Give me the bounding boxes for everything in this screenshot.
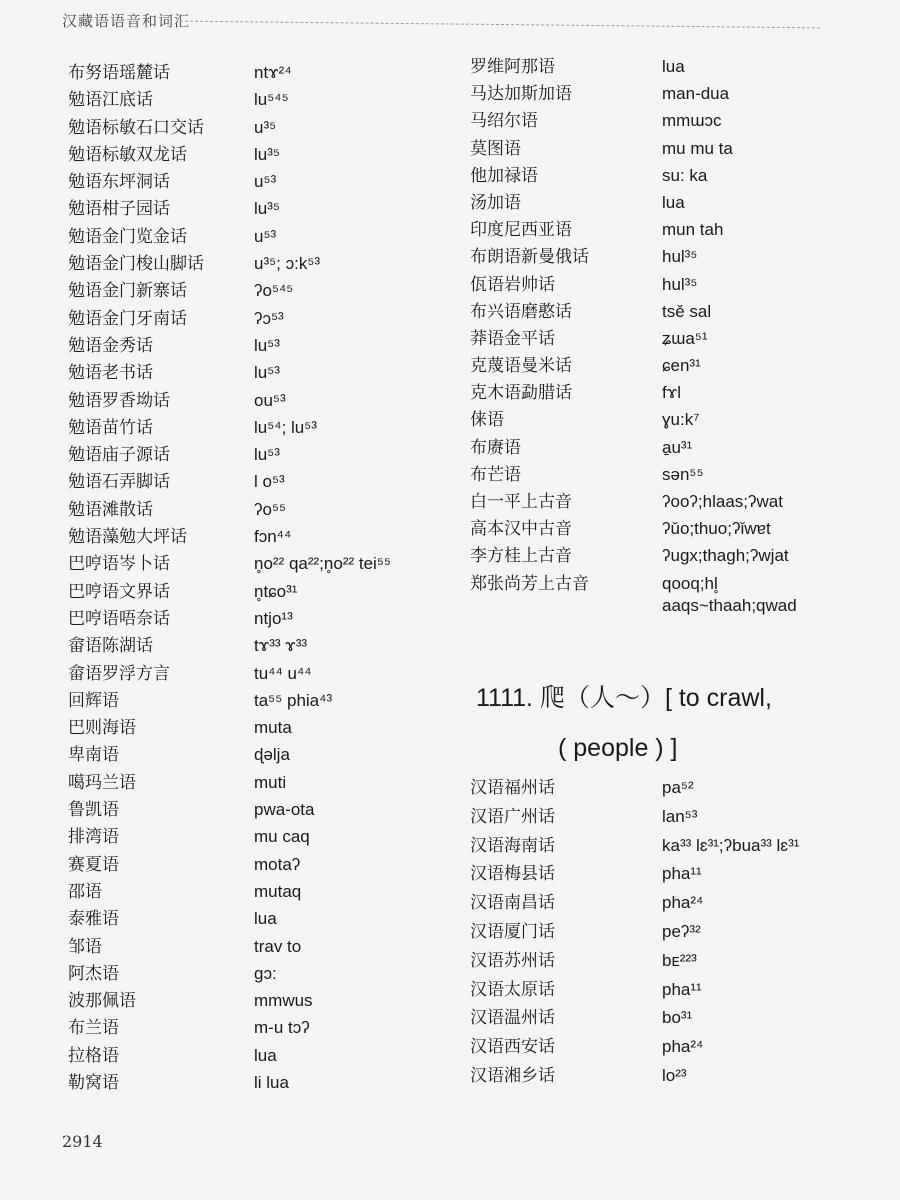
pronunciation: mun tah <box>662 220 724 240</box>
language-name: 勉语江底话 <box>68 90 153 111</box>
pronunciation: lua <box>662 57 685 76</box>
pronunciation: ʑɯa⁵¹ <box>662 328 708 348</box>
list-item <box>68 58 448 85</box>
pronunciation: lan⁵³ <box>662 806 698 826</box>
page-number: 2914 <box>62 1132 103 1151</box>
pronunciation: mutaq <box>254 881 302 901</box>
language-name: 汉语梅县话 <box>470 864 555 885</box>
pronunciation: hul³⁵ <box>662 274 698 294</box>
pronunciation: lu⁵⁴; lu⁵³ <box>254 417 317 437</box>
language-name: 布兴语磨憨话 <box>470 301 572 322</box>
language-name: 汉语广州话 <box>470 806 555 827</box>
language-name: 他加禄语 <box>470 165 538 186</box>
pronunciation: pa⁵² <box>662 777 694 797</box>
language-name: 罗维阿那语 <box>470 57 555 77</box>
list-item <box>470 487 870 514</box>
language-name: 汉语南昌话 <box>470 893 555 914</box>
list-item <box>68 167 448 194</box>
list-item <box>68 659 448 686</box>
list-item <box>470 215 870 242</box>
list-item <box>68 877 448 904</box>
pronunciation: man-dua <box>662 84 730 104</box>
list-item <box>68 358 448 385</box>
language-name: 高本汉中古音 <box>470 519 572 540</box>
pronunciation: pha²⁴ <box>662 893 704 913</box>
pronunciation: pha¹¹ <box>662 864 702 884</box>
pronunciation: muti <box>254 772 287 792</box>
list-item <box>470 324 870 351</box>
list-item <box>470 188 870 215</box>
pronunciation: li lua <box>254 1072 289 1092</box>
language-name: 回辉语 <box>68 690 119 711</box>
pronunciation: lu⁵³ <box>254 363 280 383</box>
list-item <box>68 140 448 167</box>
pronunciation: ntjo¹³ <box>254 608 293 628</box>
list-item <box>470 831 870 860</box>
list-item <box>470 541 870 568</box>
list-item <box>470 134 870 161</box>
pronunciation: tɤ³³ ɤ³³ <box>254 636 308 656</box>
list-item <box>470 106 870 133</box>
language-name: 勉语标敏石口交话 <box>68 117 204 138</box>
language-name: 拉格语 <box>68 1045 119 1066</box>
pronunciation: lua <box>254 909 277 929</box>
pronunciation: bᴇ²²³ <box>662 950 697 970</box>
pronunciation: ta⁵⁵ phia⁴³ <box>254 690 333 710</box>
pronunciation: lu³⁵ <box>254 144 280 164</box>
pronunciation: mmwus <box>254 991 313 1011</box>
list-item <box>68 822 448 849</box>
list-item <box>68 686 448 713</box>
language-name: 勉语东坪洞话 <box>68 172 170 193</box>
pronunciation: ʔǔo;thuo;ʔǐwɐt <box>662 519 771 539</box>
language-name: 畲语陈湖话 <box>68 636 153 657</box>
list-item <box>68 577 448 604</box>
pronunciation: ntɤ²⁴ <box>254 63 292 82</box>
pronunciation: ʔo⁵⁵ <box>254 499 287 519</box>
list-item <box>68 249 448 276</box>
list-item <box>470 802 870 831</box>
language-name: 俫语 <box>470 410 504 431</box>
language-name: 汉语温州话 <box>470 1008 555 1029</box>
list-item <box>470 161 870 188</box>
list-item <box>68 467 448 494</box>
list-item <box>68 904 448 931</box>
list-item <box>68 604 448 631</box>
list-item <box>68 276 448 303</box>
language-name: 赛夏语 <box>68 854 119 875</box>
pronunciation: pwa-ota <box>254 800 315 820</box>
language-name: 鲁凯语 <box>68 800 119 821</box>
list-item <box>68 1041 448 1068</box>
pronunciation: ou⁵³ <box>254 390 286 410</box>
pronunciation: u³⁵ <box>254 117 277 137</box>
language-name: 白一平上古音 <box>470 492 572 512</box>
list-item <box>470 1003 870 1032</box>
pronunciation: sən⁵⁵ <box>662 464 704 484</box>
right-column <box>470 52 870 1090</box>
left-column <box>68 58 448 1095</box>
pronunciation: mmɯɔc <box>662 111 722 131</box>
language-name: 马达加斯加语 <box>470 84 572 105</box>
pronunciation: lua <box>662 192 685 212</box>
list-item <box>68 440 448 467</box>
language-name: 勉语金门梭山脚话 <box>68 254 204 275</box>
language-name: 排湾语 <box>68 827 119 848</box>
pronunciation: lu⁵³ <box>254 445 280 465</box>
pronunciation: u⁵³ <box>254 172 277 192</box>
list-item <box>68 959 448 986</box>
language-name: 布兰语 <box>68 1018 119 1039</box>
language-name: 勉语金门牙南话 <box>68 308 187 329</box>
list-item <box>68 631 448 658</box>
list-item <box>68 331 448 358</box>
pronunciation: lu⁵⁴⁵ <box>254 90 289 110</box>
list-item <box>68 986 448 1013</box>
list-item <box>470 460 870 487</box>
list-item <box>470 773 870 802</box>
list-item <box>68 850 448 877</box>
list-item <box>470 975 870 1004</box>
language-name: 勉语金门览金话 <box>68 226 187 247</box>
language-name: 勉语滩散话 <box>68 499 153 520</box>
pronunciation: n̥o²² qa²²;n̥o²² tei⁵⁵ <box>254 554 391 574</box>
list-item <box>470 79 870 106</box>
list-item <box>470 378 870 405</box>
running-header: 汉藏语语音和词汇 <box>62 12 191 30</box>
language-name: 泰雅语 <box>68 909 119 930</box>
language-name: 莫图语 <box>470 138 521 159</box>
language-name: 马绍尔语 <box>470 111 538 132</box>
pronunciation: tu⁴⁴ u⁴⁴ <box>254 663 312 683</box>
language-name: 佤语岩帅话 <box>470 274 555 295</box>
pronunciation: lo²³ <box>662 1065 687 1085</box>
language-name: 汉语太原话 <box>470 979 555 1000</box>
list-item <box>68 1013 448 1040</box>
pronunciation: a̱u³¹ <box>662 437 693 457</box>
language-name: 勉语藻勉大坪话 <box>68 527 187 548</box>
entry-heading: 1111. 爬（人～）[ to crawl, <box>476 683 772 712</box>
list-item <box>470 1032 870 1061</box>
list-item <box>470 859 870 888</box>
language-name: 汉语苏州话 <box>470 950 555 971</box>
language-name: 勉语石弄脚话 <box>68 472 170 493</box>
pronunciation: ka³³ lɛ³¹;ʔbua³³ lɛ³¹ <box>662 835 800 855</box>
language-name: 邵语 <box>68 881 102 902</box>
language-name: 巴哼语唔奈话 <box>68 608 170 629</box>
pronunciation: tsě sal <box>662 301 712 321</box>
list-item <box>470 351 870 378</box>
list-item <box>68 85 448 112</box>
language-name: 布赓语 <box>470 437 521 458</box>
pronunciation: l o⁵³ <box>254 472 285 492</box>
header-rule <box>180 21 820 29</box>
list-item <box>470 242 870 269</box>
pronunciation: muta <box>254 718 292 738</box>
language-name: 汤加语 <box>470 192 521 213</box>
language-name: 布朗语新曼俄话 <box>470 247 589 268</box>
list-item <box>470 433 870 460</box>
pronunciation: gɔ: <box>254 963 277 983</box>
entry-rows <box>470 773 870 1090</box>
list-item <box>470 1061 870 1090</box>
language-name: 巴则海语 <box>68 718 136 739</box>
language-name: 勉语柑子园话 <box>68 199 170 220</box>
list-item <box>470 405 870 432</box>
pronunciation: aaqs~thaah;qwad <box>662 595 797 615</box>
list-item <box>68 549 448 576</box>
pronunciation: ɖəlja <box>254 745 290 765</box>
list-item <box>68 222 448 249</box>
language-name: 克木语勐腊话 <box>470 383 572 404</box>
pronunciation: lu⁵³ <box>254 335 280 355</box>
language-name: 邹语 <box>68 936 102 957</box>
list-item <box>470 52 870 79</box>
list-item <box>68 495 448 522</box>
pronunciation: pha²⁴ <box>662 1037 704 1057</box>
language-name: 勉语金门新寨话 <box>68 281 187 302</box>
language-name: 阿杰语 <box>68 963 119 984</box>
pronunciation: ɕen³¹ <box>662 356 701 376</box>
list-item <box>470 888 870 917</box>
pronunciation: trav to <box>254 936 302 956</box>
language-name: 汉语福州话 <box>470 777 555 798</box>
language-name: 郑张尚芳上古音 <box>470 573 589 594</box>
pronunciation: ʔo⁵⁴⁵ <box>254 281 294 301</box>
pronunciation: hul³⁵ <box>662 247 698 267</box>
right-column-list <box>470 52 870 623</box>
pronunciation: ɣu:k⁷ <box>662 410 700 430</box>
language-name: 印度尼西亚语 <box>470 220 572 241</box>
language-name: 波那佩语 <box>68 991 136 1012</box>
pronunciation: mu mu ta <box>662 138 733 158</box>
list-item <box>68 740 448 767</box>
list-item <box>470 917 870 946</box>
language-name: 巴哼语岑卜话 <box>68 554 170 575</box>
list-item <box>68 194 448 221</box>
list-item <box>470 297 870 324</box>
pronunciation: fɔn⁴⁴ <box>254 527 292 547</box>
list-item <box>68 932 448 959</box>
language-name: 勉语老书话 <box>68 363 153 384</box>
pronunciation: qooq;hl̥ <box>662 573 718 593</box>
pronunciation: pha¹¹ <box>662 979 702 999</box>
language-name: 勉语金秀话 <box>68 335 153 356</box>
pronunciation: fɤl <box>662 383 681 403</box>
language-name: 勉语庙子源话 <box>68 445 170 466</box>
list-item <box>470 569 870 596</box>
language-name: 李方桂上古音 <box>470 546 572 567</box>
language-name: 噶玛兰语 <box>68 772 136 793</box>
pronunciation: m-u tɔʔ <box>254 1018 310 1038</box>
pronunciation: ʔɔ⁵³ <box>254 308 284 328</box>
language-name: 畲语罗浮方言 <box>68 663 170 684</box>
pronunciation: bo³¹ <box>662 1008 693 1028</box>
pronunciation: peʔ³² <box>662 921 701 941</box>
pronunciation: u⁵³ <box>254 226 277 246</box>
list-item <box>470 514 870 541</box>
list-item <box>68 713 448 740</box>
language-name: 汉语厦门话 <box>470 921 555 942</box>
language-name: 克蔑语曼米话 <box>470 356 572 377</box>
list-item <box>68 386 448 413</box>
list-item <box>470 946 870 975</box>
pronunciation: ʔooʔ;hlaas;ʔwat <box>662 492 783 511</box>
list-item <box>68 768 448 795</box>
language-name: 勉语苗竹话 <box>68 417 153 438</box>
list-item <box>470 270 870 297</box>
language-name: 布芒语 <box>470 464 521 485</box>
language-name: 巴哼语文界话 <box>68 581 170 602</box>
pronunciation: lu³⁵ <box>254 199 280 219</box>
list-item <box>470 596 870 623</box>
entry-heading-continued: ( people ) ] <box>558 733 678 762</box>
list-item <box>68 413 448 440</box>
list-item <box>68 522 448 549</box>
language-name: 布努语瑶麓话 <box>68 63 170 83</box>
list-item <box>68 1068 448 1095</box>
language-name: 勉语罗香坳话 <box>68 390 170 411</box>
pronunciation: u³⁵; ɔ:k⁵³ <box>254 254 321 274</box>
language-name: 汉语西安话 <box>470 1037 555 1058</box>
list-item <box>68 795 448 822</box>
pronunciation: motaʔ <box>254 854 301 874</box>
pronunciation: su: ka <box>662 165 708 185</box>
language-name: 勉语标敏双龙话 <box>68 144 187 165</box>
pronunciation: lua <box>254 1045 277 1065</box>
language-name: 莽语金平话 <box>470 328 555 349</box>
language-name: 勒窝语 <box>68 1072 119 1093</box>
pronunciation: ʔugx;thagh;ʔwjat <box>662 546 789 566</box>
pronunciation: n̥tɕo³¹ <box>254 581 298 601</box>
language-name: 卑南语 <box>68 745 119 766</box>
list-item <box>68 304 448 331</box>
language-name: 汉语海南话 <box>470 835 555 856</box>
list-item <box>68 113 448 140</box>
pronunciation: mu caq <box>254 827 310 847</box>
language-name: 汉语湘乡话 <box>470 1065 555 1086</box>
